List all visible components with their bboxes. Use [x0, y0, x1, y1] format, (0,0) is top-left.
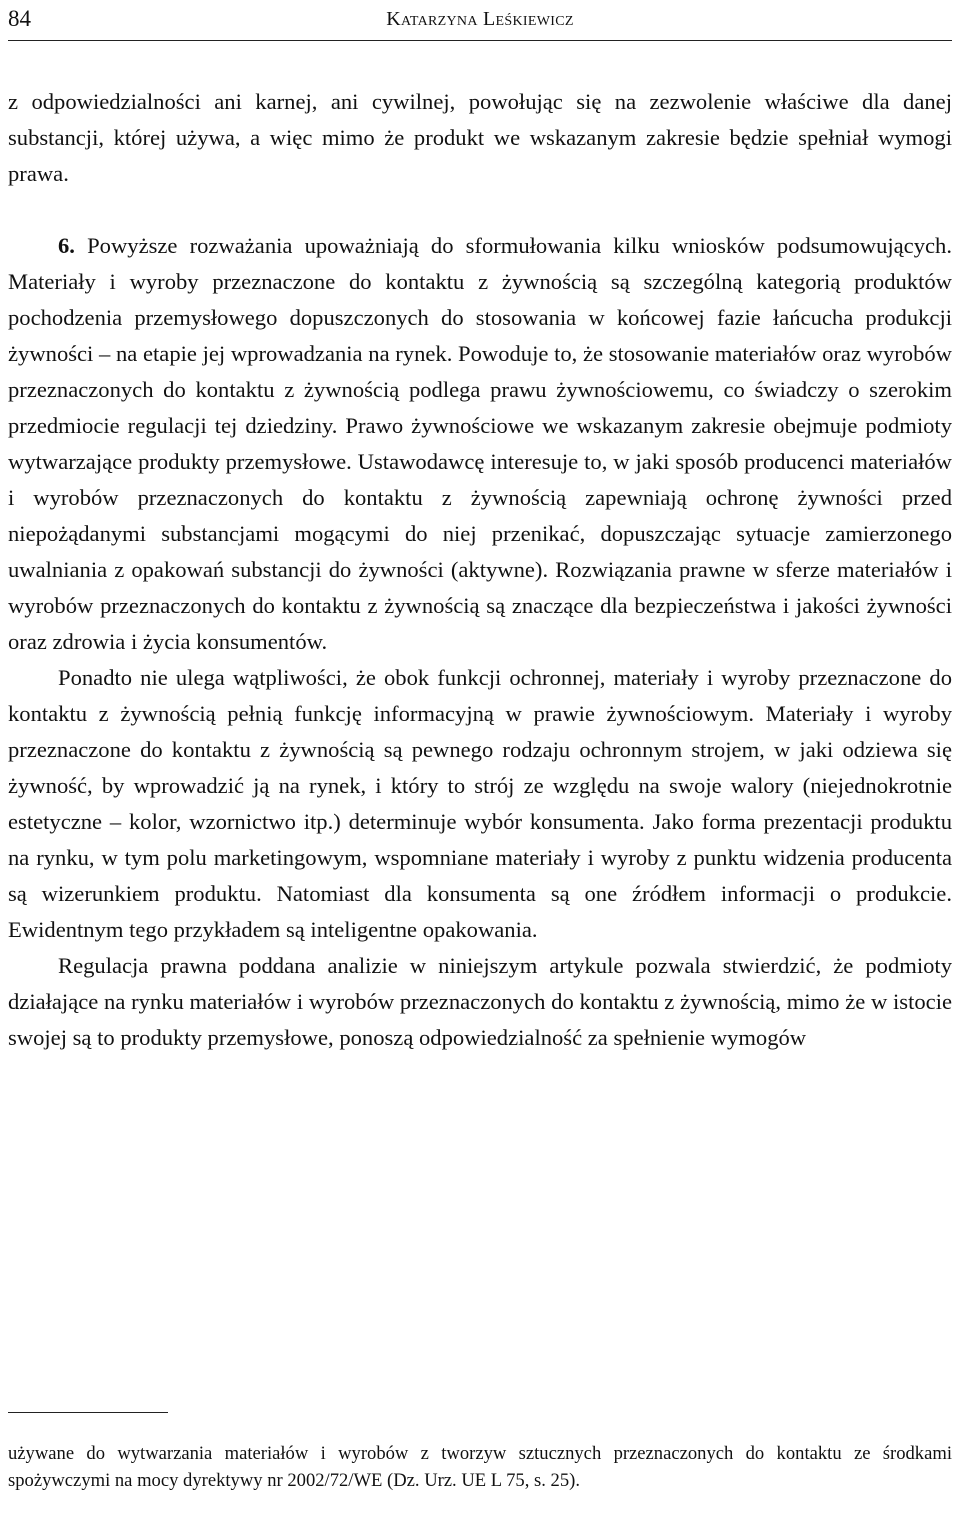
body-text	[8, 84, 952, 1056]
page-header	[8, 4, 952, 36]
paragraph-2-text: Powyższe rozważania upoważniają do sformułowania kilku wniosków podsumowujących. Materiały i wyroby przeznaczone do kontaktu z żywnością są szczególną kategorią produktów pochodzenia przemysłowego dopuszczonych do stosowania w końcowej fazie łańcucha produkcji żywności – na etapie jej wprowadzania na rynek. Powoduje to, że stosowanie materiałów oraz wyrobów przeznaczonych do kontaktu z żywnością podlega prawu żywnościowemu, co świadczy o szerokim przedmiocie regulacji tej dziedziny. Prawo żywnościowe we wskazanym zakresie obejmuje podmioty wytwarzające produkty przemysłowe. Ustawodawcę interesuje to, w jaki sposób producenci materiałów i wyrobów przeznaczonych do kontaktu z żywnością zapewniają ochronę żywności przed niepożądanymi substancjami mogącymi do niej przenikać, dopuszczając sytuacje zamierzonego uwalniania z opakowań substancji do żywności (aktywne). Rozwiązania prawne w sferze materiałów i wyrobów przeznaczonych do kontaktu z żywnością są znaczące dla bezpieczeństwa i jakości żywności oraz zdrowia i życia konsumentów.	[8, 233, 952, 654]
page-number: 84	[8, 6, 31, 31]
paragraph-3: Ponadto nie ulega wątpliwości, że obok funkcji ochronnej, materiały i wyroby przeznaczone do kontaktu z żywnością pełnią funkcję informacyjną w prawie żywnościowym. Materiały i wyroby przeznaczone do kontaktu z żywnością są pewnego rodzaju ochronnym strojem, w jaki odziewa się żywność, by wprowadzić ją na rynek, i który to strój ze względu na swoje walory (niejednokrotnie estetyczne – kolor, wzornictwo itp.) determinuje wybór konsumenta. Jako forma prezentacji produktu na rynku, w tym polu marketingowym, wspomniane materiały i wyroby z punktu widzenia producenta są wizerunkiem produktu. Natomiast dla konsumenta są one źródłem informacji o produkcie. Ewidentnym tego przykładem są inteligentne opakowania.	[8, 665, 952, 942]
paragraph-4: Regulacja prawna poddana analizie w niniejszym artykule pozwala stwierdzić, że podmioty działające na rynku materiałów i wyrobów przeznaczonych do kontaktu z żywnością, mimo że w istocie swojej są to produkty przemysłowe, ponoszą odpowiedzialność za spełnienie wymogów	[8, 953, 952, 1050]
footnote-rule	[8, 1412, 168, 1413]
header-rule	[8, 40, 952, 41]
running-head: Katarzyna Leśkiewicz	[386, 8, 574, 30]
section-number: 6.	[58, 233, 75, 258]
footnote: używane do wytwarzania materiałów i wyrobów z tworzyw sztucznych przeznaczonych do kontaktu ze środkami spożywczymi na mocy dyrektywy nr 2002/72/WE (Dz. Urz. UE L 75, s. 25).	[8, 1443, 952, 1491]
paragraph-2	[8, 228, 952, 660]
paragraph-1: z odpowiedzialności ani karnej, ani cywilnej, powołując się na zezwolenie właściwe dla danej substancji, której używa, a więc mimo że produkt we wskazanym zakresie będzie spełniał wymogi prawa.	[8, 89, 952, 186]
